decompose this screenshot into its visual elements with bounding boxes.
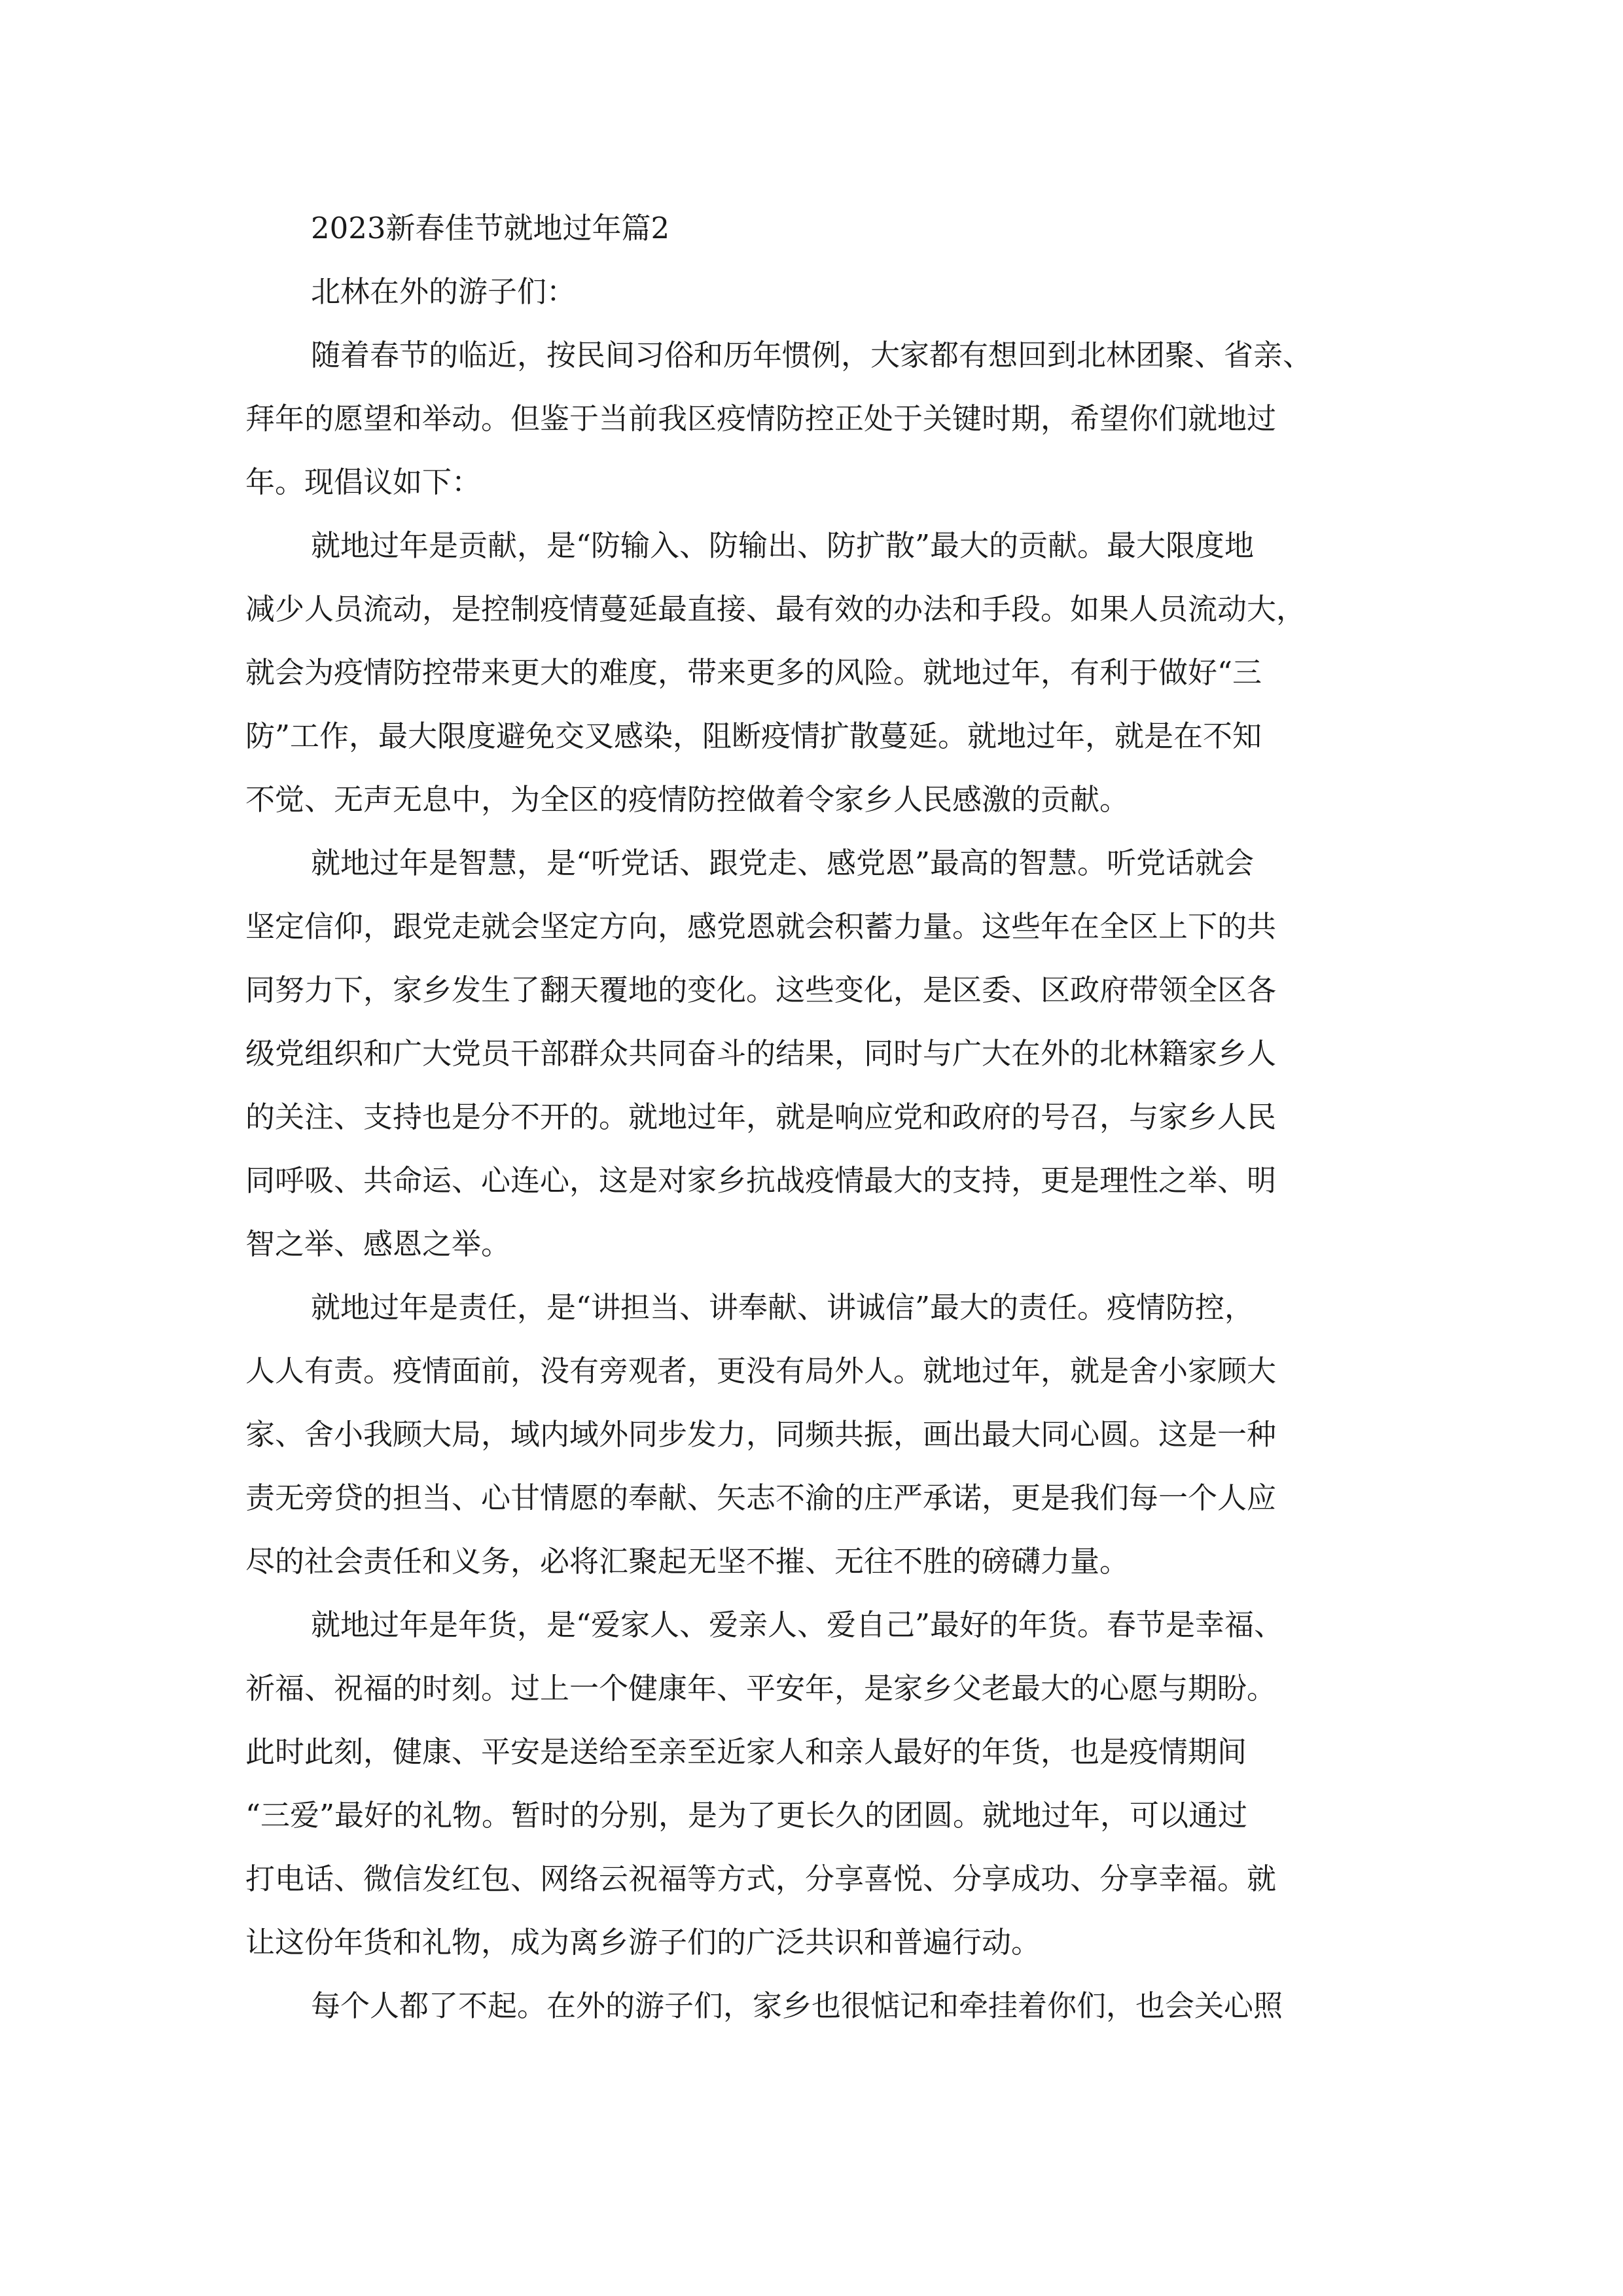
document-body [245, 196, 1378, 2037]
text-line: 的关注、支持也是分不开的。就地过年，就是响应党和政府的号召，与家乡人民 [245, 1100, 1277, 1134]
text-line: 就地过年是年货，是“爱家人、爱亲人、爱自己”最好的年货。春节是幸福、 [311, 1607, 1284, 1642]
paragraph-lines [245, 323, 1378, 2037]
text-line: 就地过年是智慧，是“听党话、跟党走、感党恩”最高的智慧。听党话就会 [311, 846, 1255, 880]
text-line: 尽的社会责任和义务，必将汇聚起无坚不摧、无往不胜的磅礴力量。 [245, 1544, 1130, 1579]
text-line: 家、舍小我顾大局，域内域外同步发力，同频共振，画出最大同心圆。这是一种 [245, 1417, 1277, 1452]
text-line: 同呼吸、共命运、心连心，这是对家乡抗战疫情最大的支持，更是理性之举、明 [245, 1163, 1277, 1198]
text-line: 此时此刻，健康、平安是送给至亲至近家人和亲人最好的年货，也是疫情期间 [245, 1734, 1247, 1769]
text-line: 同努力下，家乡发生了翻天覆地的变化。这些变化，是区委、区政府带领全区各 [245, 973, 1277, 1007]
text-line: 打电话、微信发红包、网络云祝福等方式，分享喜悦、分享成功、分享幸福。就 [245, 1861, 1277, 1896]
text-line: 级党组织和广大党员干部群众共同奋斗的结果，同时与广大在外的北林籍家乡人 [245, 1036, 1277, 1071]
text-line: 人人有责。疫情面前，没有旁观者，更没有局外人。就地过年，就是舍小家顾大 [245, 1354, 1277, 1388]
text-line: 智之举、感恩之举。 [245, 1227, 511, 1261]
text-line: 年。现倡议如下： [245, 465, 482, 499]
text-line: “三爱”最好的礼物。暂时的分别，是为了更长久的团圆。就地过年，可以通过 [245, 1798, 1248, 1833]
text-line: 坚定信仰，跟党走就会坚定方向，感党恩就会积蓄力量。这些年在全区上下的共 [245, 909, 1277, 944]
text-line: 祈福、祝福的时刻。过上一个健康年、平安年，是家乡父老最大的心愿与期盼。 [245, 1671, 1277, 1706]
text-line: 让这份年货和礼物，成为离乡游子们的广泛共识和普遍行动。 [245, 1925, 1041, 1960]
text-line: 拜年的愿望和举动。但鉴于当前我区疫情防控正处于关键时期，希望你们就地过 [245, 401, 1277, 436]
text-line: 防”工作，最大限度避免交叉感染，阻断疫情扩散蔓延。就地过年，就是在不知 [245, 719, 1262, 753]
salutation: 北林在外的游子们： [311, 274, 577, 309]
text-line: 就会为疫情防控带来更大的难度，带来更多的风险。就地过年，有利于做好“三 [245, 655, 1262, 690]
text-line: 每个人都了不起。在外的游子们，家乡也很惦记和牵挂着你们，也会关心照 [311, 1988, 1283, 2023]
text-line: 随着春节的临近，按民间习俗和历年惯例，大家都有想回到北林团聚、省亲、 [311, 338, 1313, 372]
text-line: 就地过年是责任，是“讲担当、讲奉献、讲诚信”最大的责任。疫情防控， [311, 1290, 1255, 1325]
text-line: 就地过年是贡献，是“防输入、防输出、防扩散”最大的贡献。最大限度地 [311, 528, 1255, 563]
text-line: 责无旁贷的担当、心甘情愿的奉献、矢志不渝的庄严承诺，更是我们每一个人应 [245, 1480, 1277, 1515]
text-line: 减少人员流动，是控制疫情蔓延最直接、最有效的办法和手段。如果人员流动大， [245, 592, 1306, 626]
document-title: 2023新春佳节就地过年篇2 [311, 211, 670, 245]
text-line: 不觉、无声无息中，为全区的疫情防控做着令家乡人民感激的贡献。 [245, 782, 1130, 817]
